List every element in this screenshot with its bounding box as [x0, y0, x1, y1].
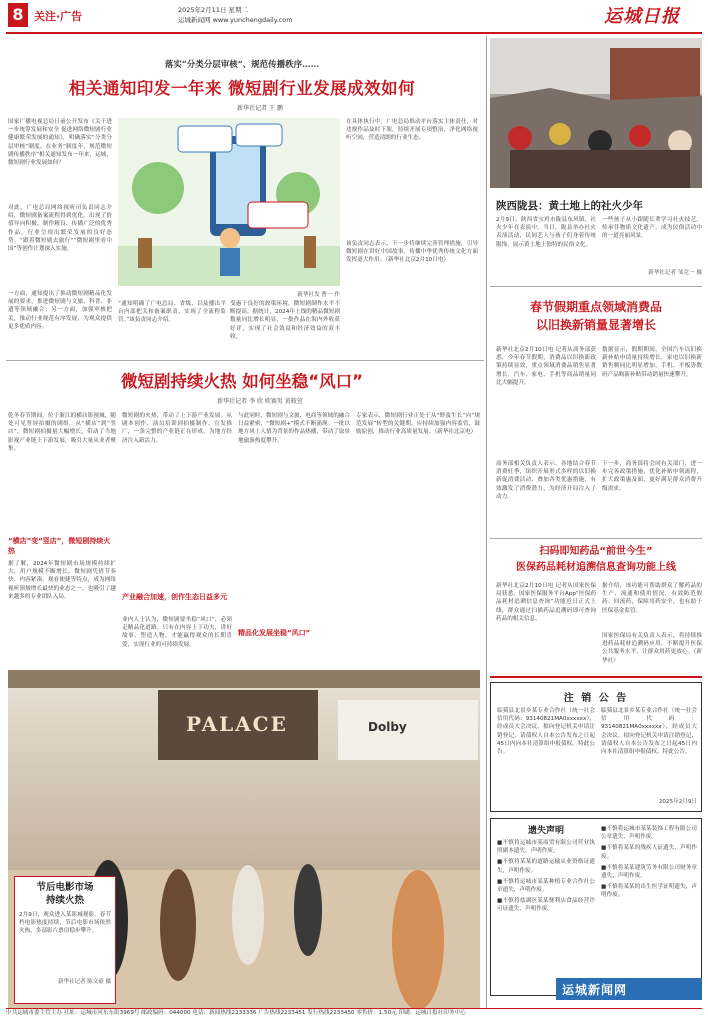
cancel-date: 2025年2月9日: [658, 799, 697, 805]
shehuo-title: 陕西陇县：黄土地上的社火少年: [496, 200, 643, 212]
lead-body-col1-top: 国家广播电视总局日前公开发布《关于进一步统筹发展和安全 促进网络微短剧行业健康繁荣发展的通知》，明确落实“分类分层审核”制度。在业务“制度年，规范微短剧传播秩序”相关通知发布一年来，运城，微短剧行业发展如何？: [8, 119, 112, 167]
cinema-sign-2: Dolby: [368, 720, 407, 734]
page-number: 8: [8, 3, 28, 27]
lead-article: [0, 34, 484, 358]
news-1-body-3: 数据显示，假期期间，全国汽车以旧换新补贴申请量持续增长，家电以旧换新销售额同比明显增加，手机、平板等数码产品购新补贴带动销量快速攀升。: [602, 347, 702, 378]
lead-title: 相关通知印发一年来 微短剧行业发展成效如何: [68, 79, 416, 98]
loss-item: ■不慎将某某的道路运输从业资格证遗失，声明作废。: [497, 859, 595, 874]
website-line: 运城新闻网 www.yunchengdaily.com: [178, 16, 293, 24]
loss-item: ■不慎将盐湖区某某便利店食品经营许可证遗失，声明作废。: [497, 898, 595, 913]
footer-text: 中共运城市委主管主办 社址：运城市河东东街3969号 邮政编码：044000 电话：新闻热线2233336 广告热线2233451 发行热线2233450 零售价：1.50元 印刷：运城日报社印务中心: [6, 1010, 466, 1016]
news-2-title: 扫码即知药品“前世今生” 医保药品耗材追溯信息查询功能上线: [516, 546, 676, 573]
lead-body-col1-bot: 一方面，通知提出了推动微短剧精品化发展的要求，推进微短剧与文旅、科普、非遗等领域融合；另一方面，加强审核把关，推动行业规范有序发展，为观众提供更多优质内容。: [8, 291, 112, 330]
loss-list-right: [601, 825, 697, 900]
cancel-body: 临猗县北景乡某专业合作社（统一社会信用代码：93140821MA0xxxxxx），经成员大会决议，拟向登记机关申请注销登记，请债权人自本公告发布之日起45日内向本社清算组申报债权。特此公告。: [601, 708, 697, 756]
second-title: 微短剧持续火热 如何坐稳“风口”: [121, 372, 363, 391]
section-label: 关注·广告: [34, 10, 83, 23]
second-subhead-1: “横店”变“竖店”，微短剧持续火热: [8, 537, 111, 555]
inset-body: 2月9日，观众进入某影城观影。春节档电影热度持续，节后电影市场依然火热，多部影片票房稳步攀升。: [19, 912, 111, 935]
lead-body-col2-bot: “通知明确了广电总局、省级、以及播出平台内部把关和备案职责，实现了全流程监管。”该负责同志介绍。: [118, 301, 226, 324]
lead-kicker: 落实“分类分层审核”、规范传播秩序……: [164, 60, 320, 70]
lead-illustration: [118, 118, 340, 286]
second-body-col3: 与此同时，微短剧与文旅、电商等领域的融合日益紧密，“微短剧+”模式不断涌现。一批以地方风土人情为背景的作品热播，带动了取景地旅游热度攀升。: [238, 413, 350, 444]
second-body-col1: 乾冬春节期间，位于浙江的横店影视城，随处可见竖屏拍摄的剧组。从“横店”到“竖店”，微短剧拍摄量大幅增长，带动了当地影视产业链上下游发展，吸引大量从业者聚集。: [8, 413, 116, 452]
notice-rule: [490, 676, 702, 678]
issue-date: 2025年2月11日 星期二: [178, 6, 249, 14]
news-2-body-2: 据介绍，该功能可帮助群众了解药品的生产、流通和使用情况，有效防范假药、回流药，保障用药安全，也有助于医保基金监管。: [602, 583, 702, 614]
loss-item: ■不慎将某某的残疾人证遗失，声明作废。: [601, 845, 697, 860]
loss-item: ■不慎将某某的出生医学证明遗失，声明作废。: [601, 884, 697, 899]
second-subhead-2: 产业融合加速，创作生态日益多元: [122, 593, 227, 601]
second-body-col4: 专家表示，微短剧行业正处于从“野蛮生长”向“规范发展”转型的关键期，应持续加强内容监管，鼓励原创，推动行业高质量发展。（新华社北京电）: [356, 413, 480, 436]
second-subhead-3: 精品化发展坐稳“风口”: [238, 629, 311, 637]
second-body-col2-b: 业内人士认为，微短剧要坐稳“风口”，必须走精品化道路。只有在内容上下功夫，讲好故事、塑造人物，才能赢得观众的长期喜爱，实现行业的可持续发展。: [122, 617, 232, 648]
lead-body-col1-mid: 对此，广电总局网络视听司负责同志介绍，微短剧备案流程得到优化，出现了价值导向积极、制作精良、传播广泛的优秀作品，行业呈现出繁荣发展的良好态势。“跟着微短剧去旅行”“微短剧里看中国”等创作计划深入实施。: [8, 205, 112, 253]
right-divider-2: [490, 538, 702, 539]
cancel-title: 注 销 公 告: [563, 693, 629, 704]
lead-byline: 新华社记者 王 鹏: [237, 105, 283, 112]
lead-divider: [6, 360, 484, 361]
inset-box: [14, 876, 116, 1004]
shehuo-body-2: 一些孩子从小跟随长辈学习社火技艺，传承非物质文化遗产，成为民俗活动中的一道亮丽风景。: [602, 217, 702, 240]
lead-body-col4-bot: 该负责同志表示，下一步将继续完善管理措施，引导微短剧在讲好中国故事、传播中华优秀传统文化方面发挥更大作用。（新华社北京2月10日电）: [346, 241, 478, 264]
second-byline: 新华社记者 李 欣 欧赛男 黄筱萱: [217, 398, 303, 405]
banner-brand: 运城新闻网: [562, 983, 628, 997]
illustration-caption: 新华社发 曹一 作: [297, 292, 340, 298]
inset-title: 节后电影市场 持续火热: [36, 882, 94, 906]
shehuo-photo: [490, 38, 702, 188]
news-2-body-1: 新华社北京2月10日电 记者从国家医保局获悉，国家医保服务平台App“医保药品耗材追溯信息查询”功能近日正式上线，群众通过扫描药品追溯码即可查询药品的相关信息。: [496, 583, 596, 622]
shehuo-body-1: 2月9日，陕西省宝鸡市陇县东风镇，社火少年在表演中。当日，陇县举办社火表演活动，民间艺人与孩子们身着传统服饰，展示黄土地上独特的民俗文化。: [496, 217, 596, 248]
second-body-col1-b: 据了解，2024年微短剧市场规模持续扩大，用户规模不断增长。微短剧凭借节奏快、内容紧凑、观看便捷等特点，成为网络视听领域增长最快的业态之一，也吸引了越来越多的专业团队入局。: [8, 561, 116, 600]
news-1-body-2: 商务部相关负责人表示，各地结合春节消费旺季，组织开展形式多样的以旧换新促消费活动，叠加各类优惠措施，有效激发了消费潜力，为经济开局注入了动力。: [496, 461, 596, 500]
shehuo-byline: 新华社记者 邹竞一 摄: [648, 270, 702, 276]
loss-item: ■不慎将运城市某商贸有限公司营业执照副本遗失，声明作废。: [497, 840, 595, 855]
second-body-col2: 微短剧的火热，带动了上下游产业发展。从剧本创作、演员培训到拍摄制作、宣发推广，一条完整的产业链正在形成，为地方经济注入新活力。: [122, 413, 232, 444]
loss-item: ■不慎将运城市某某种植专业合作社公章遗失，声明作废。: [497, 878, 595, 894]
right-divider-1: [490, 286, 702, 287]
shehuo-photo-svg: [490, 38, 702, 188]
loss-item: ■不慎将某某建筑劳务有限公司财务章遗失，声明作废。: [601, 864, 697, 880]
loss-title: 遗失声明: [527, 826, 564, 836]
masthead-logo: 运城日报: [604, 6, 680, 27]
inset-byline: 新华社记者 陈文豪 摄: [58, 979, 111, 985]
news-1-title: 春节假期重点领域消费品 以旧换新销量显著增长: [529, 300, 662, 332]
cancel-body-left: 临猗县北景乡某专业合作社（统一社会信用代码：93140821MA0xxxxxx），经成员大会决议，拟向登记机关申请注销登记，请债权人自本公告发布之日起45日内向本社清算组申报债权。特此公告。: [497, 708, 595, 756]
lead-body-col3-bot: 受惠于良好的政策环境，微短剧制作水平不断提高。据统计，2024年上线的精品微短剧数量同比增长明显，一批作品在海内外收获好评，实现了社会效益和经济效益的双丰收。: [230, 301, 340, 340]
lead-body-col4-top: 在具体执行中，广电总局推动平台落实主体责任，对违规作品及时下架，持续开展专项整治，净化网络视听空间，营造清朗的行业生态。: [346, 119, 478, 142]
column-divider: [486, 36, 487, 1008]
page-header: [0, 0, 708, 32]
news-2-body-3: 国家医保局有关负责人表示，将持续推进药品耗材追溯码应用，不断提升医保公共服务水平，让群众用药更放心。（新华社）: [602, 633, 702, 664]
loss-item: ■不慎将运城市某某装饰工程有限公司公章遗失，声明作废。: [601, 826, 697, 841]
cinema-sign: PALACE: [186, 712, 288, 736]
loss-list-left: [497, 839, 595, 914]
site-banner: [556, 978, 702, 1000]
loss-notice: [490, 818, 702, 996]
cancel-notice: [490, 682, 702, 812]
news-1-body-4: 下一步，商务部将会同有关部门，进一步完善政策措施，优化补贴申领流程，扩大政策惠及面，更好满足群众消费升级需求。: [602, 461, 702, 492]
illustration-svg: [118, 118, 340, 286]
news-1-body-1: 新华社北京2月10日电 记者从商务部获悉，今年春节假期，消费品以旧换新政策持续显效，重点领域消费品销售显著增长，汽车、家电、手机等商品销量同比大幅提升。: [496, 347, 596, 386]
